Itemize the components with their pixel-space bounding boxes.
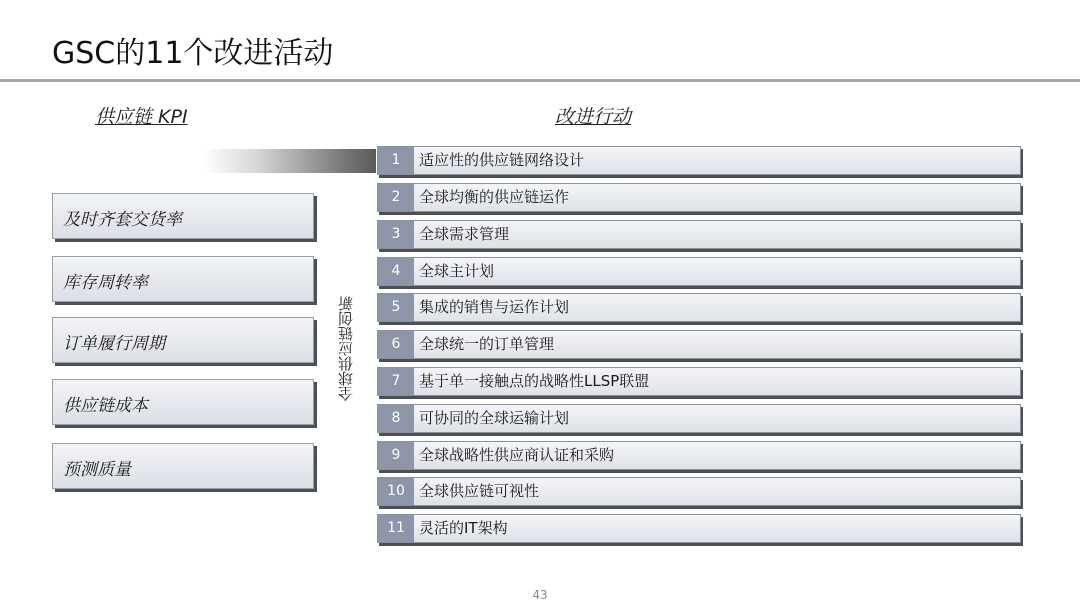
action-number: 4 <box>378 258 414 285</box>
page-number: 43 <box>532 588 548 602</box>
action-number: 1 <box>378 147 414 174</box>
action-label: 全球均衡的供应链运作 <box>419 188 570 206</box>
action-row <box>377 477 1021 506</box>
kpi-label: 及时齐套交货率 <box>63 210 182 230</box>
action-number: 7 <box>378 368 414 395</box>
kpi-box <box>52 193 314 239</box>
action-label: 全球统一的订单管理 <box>419 335 555 353</box>
actions-column-heading: 改进行动 <box>555 106 632 128</box>
action-number: 5 <box>378 294 414 321</box>
kpi-box <box>52 317 314 363</box>
kpi-box <box>52 443 314 489</box>
action-number: 10 <box>378 478 414 505</box>
kpi-label: 预测质量 <box>63 460 131 480</box>
action-row <box>377 220 1021 249</box>
action-row <box>377 146 1021 175</box>
action-label: 全球主计划 <box>419 262 495 280</box>
kpi-column-heading: 供应链 KPI <box>95 106 188 128</box>
kpi-label: 库存周转率 <box>63 273 148 293</box>
action-number: 9 <box>378 442 414 469</box>
action-row <box>377 330 1021 359</box>
action-label: 适应性的供应链网络设计 <box>419 151 585 169</box>
action-number: 6 <box>378 331 414 358</box>
action-number: 2 <box>378 184 414 211</box>
action-row <box>377 367 1021 396</box>
kpi-label: 订单履行周期 <box>63 334 165 354</box>
kpi-label: 供应链成本 <box>63 396 148 416</box>
action-label: 全球战略性供应商认证和采购 <box>419 446 615 464</box>
action-row <box>377 514 1021 543</box>
gradient-connector-bar <box>204 149 376 173</box>
vertical-category-label: 全球供应链创新 <box>337 296 355 401</box>
action-row <box>377 404 1021 433</box>
action-number: 11 <box>378 515 414 542</box>
title-divider <box>0 79 1080 82</box>
page-title: GSC的11个改进活动 <box>52 36 334 71</box>
action-label: 可协同的全球运输计划 <box>419 409 570 427</box>
action-row <box>377 441 1021 470</box>
action-label: 集成的销售与运作计划 <box>419 298 570 316</box>
action-number: 8 <box>378 405 414 432</box>
action-label: 灵活的IT架构 <box>419 519 508 537</box>
kpi-box <box>52 256 314 302</box>
action-label: 全球需求管理 <box>419 225 510 243</box>
action-row <box>377 293 1021 322</box>
action-label: 基于单一接触点的战略性LLSP联盟 <box>419 372 650 390</box>
action-row <box>377 257 1021 286</box>
kpi-box <box>52 379 314 425</box>
action-number: 3 <box>378 221 414 248</box>
action-label: 全球供应链可视性 <box>419 482 540 500</box>
action-row <box>377 183 1021 212</box>
